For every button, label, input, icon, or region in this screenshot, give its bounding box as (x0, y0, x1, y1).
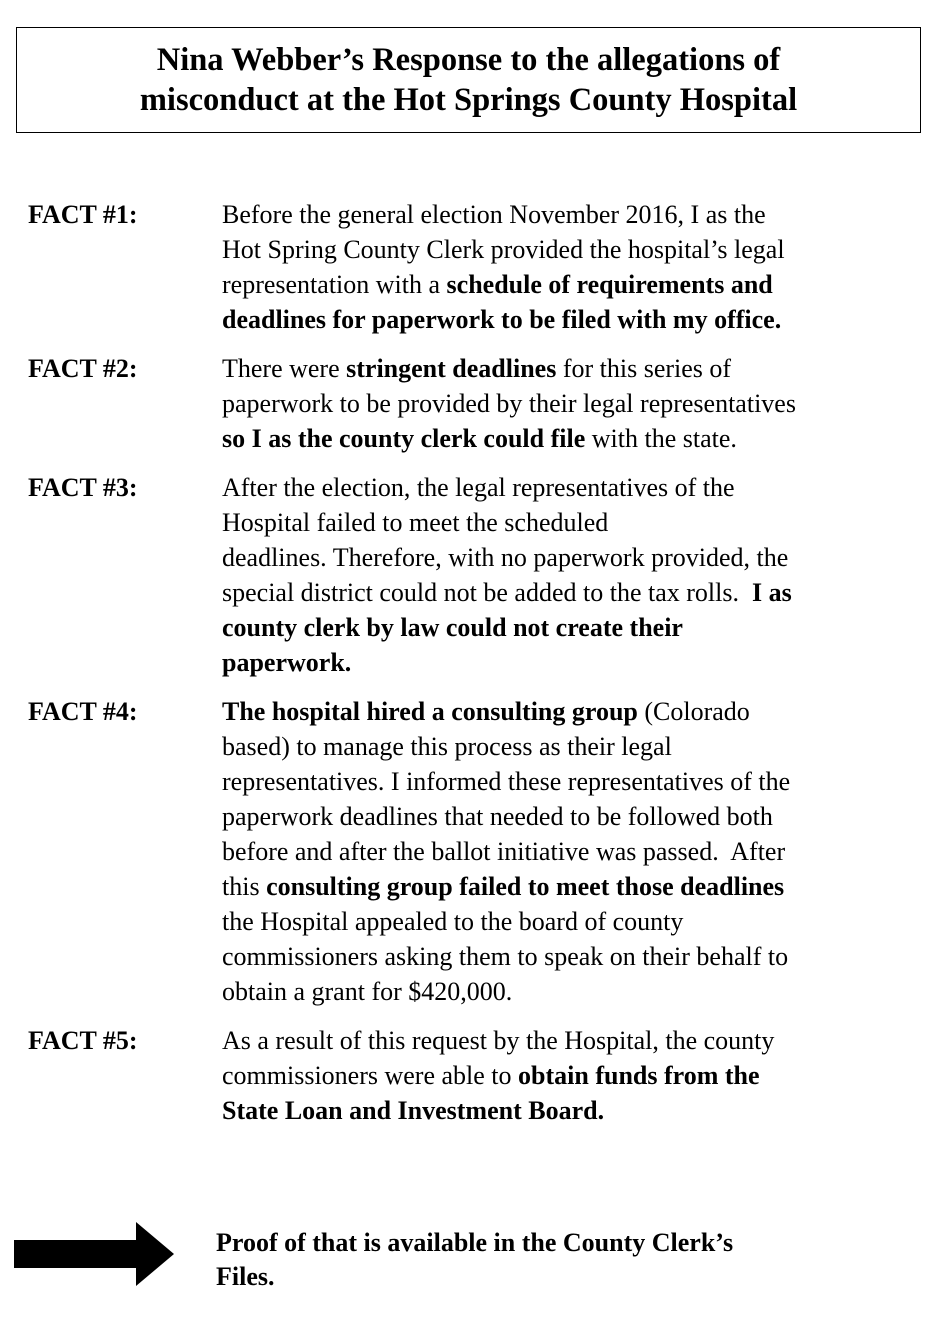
fact-1-line: Before the general election November 2016, I as the (222, 200, 766, 229)
fact-3-line: After the election, the legal representatives of the (222, 473, 735, 502)
fact-3-label: FACT #3: (28, 473, 138, 502)
fact-4-text: this (222, 872, 267, 901)
fact-2-bold-text: stringent deadlines (346, 354, 557, 383)
fact-2-body (222, 351, 796, 456)
fact-4-line: the Hospital appealed to the board of county (222, 907, 684, 936)
title-box (16, 27, 921, 133)
fact-1-bold-line: deadlines for paperwork to be filed with my office. (222, 305, 782, 334)
fact-4-line: commissioners asking them to speak on their behalf to (222, 942, 789, 971)
fact-2-text: with the state. (585, 424, 737, 453)
fact-3-text: special district could not be added to the tax rolls. (222, 578, 752, 607)
fact-1-line (222, 267, 785, 302)
right-arrow-icon (14, 1222, 174, 1286)
fact-3-bold-text: I as (751, 578, 792, 607)
fact-4-body (222, 694, 790, 1009)
fact-4-line (222, 869, 790, 904)
fact-4-text: (Colorado (637, 697, 750, 726)
fact-4-line: before and after the ballot initiative was passed. After (222, 837, 786, 866)
fact-1-body (222, 197, 785, 337)
fact-5-line (222, 1058, 774, 1093)
fact-3-line (222, 575, 792, 610)
fact-3-line: deadlines. Therefore, with no paperwork provided, the (222, 543, 789, 572)
fact-5-bold-line: State Loan and Investment Board. (222, 1096, 605, 1125)
proof-note (216, 1226, 733, 1294)
page-title-line-2: misconduct at the Hot Springs County Hospital (139, 82, 798, 118)
fact-3-body (222, 470, 792, 680)
fact-1-label: FACT #1: (28, 200, 138, 229)
fact-4-line: paperwork deadlines that needed to be followed both (222, 802, 773, 831)
fact-4-bold-text: consulting group failed to meet those deadlines (266, 872, 785, 901)
fact-4-label: FACT #4: (28, 697, 138, 726)
fact-5-text: commissioners were able to (222, 1061, 519, 1090)
fact-2-line (222, 421, 796, 456)
fact-3-bold-line: paperwork. (222, 648, 352, 677)
fact-4-line: representatives. I informed these representatives of the (222, 767, 791, 796)
fact-5-bold-text: obtain funds from the (518, 1061, 760, 1090)
fact-5-label: FACT #5: (28, 1026, 138, 1055)
fact-3-bold-line: county clerk by law could not create their (222, 613, 683, 642)
fact-1-bold-text: schedule of requirements and (446, 270, 773, 299)
fact-1-line: Hot Spring County Clerk provided the hospital’s legal (222, 235, 785, 264)
proof-line-2: Files. (216, 1262, 275, 1291)
fact-2-text: There were (222, 354, 347, 383)
fact-2-line: paperwork to be provided by their legal representatives (222, 389, 796, 418)
proof-line-1: Proof of that is available in the County Clerk’s (216, 1228, 734, 1257)
fact-4-line (222, 694, 790, 729)
fact-3-line: Hospital failed to meet the scheduled (222, 508, 609, 537)
fact-5-line: As a result of this request by the Hospital, the county (222, 1026, 775, 1055)
fact-2-line (222, 351, 796, 386)
page-title-line-1: Nina Webber’s Response to the allegations of (156, 42, 781, 78)
fact-1-text: representation with a (222, 270, 447, 299)
fact-5-body (222, 1023, 774, 1128)
fact-4-line: based) to manage this process as their legal (222, 732, 672, 761)
fact-2-label: FACT #2: (28, 354, 138, 383)
fact-2-text: for this series of (556, 354, 732, 383)
fact-4-line: obtain a grant for $420,000. (222, 977, 513, 1006)
fact-2-bold-text: so I as the county clerk could file (222, 424, 586, 453)
fact-4-bold-text: The hospital hired a consulting group (222, 697, 638, 726)
